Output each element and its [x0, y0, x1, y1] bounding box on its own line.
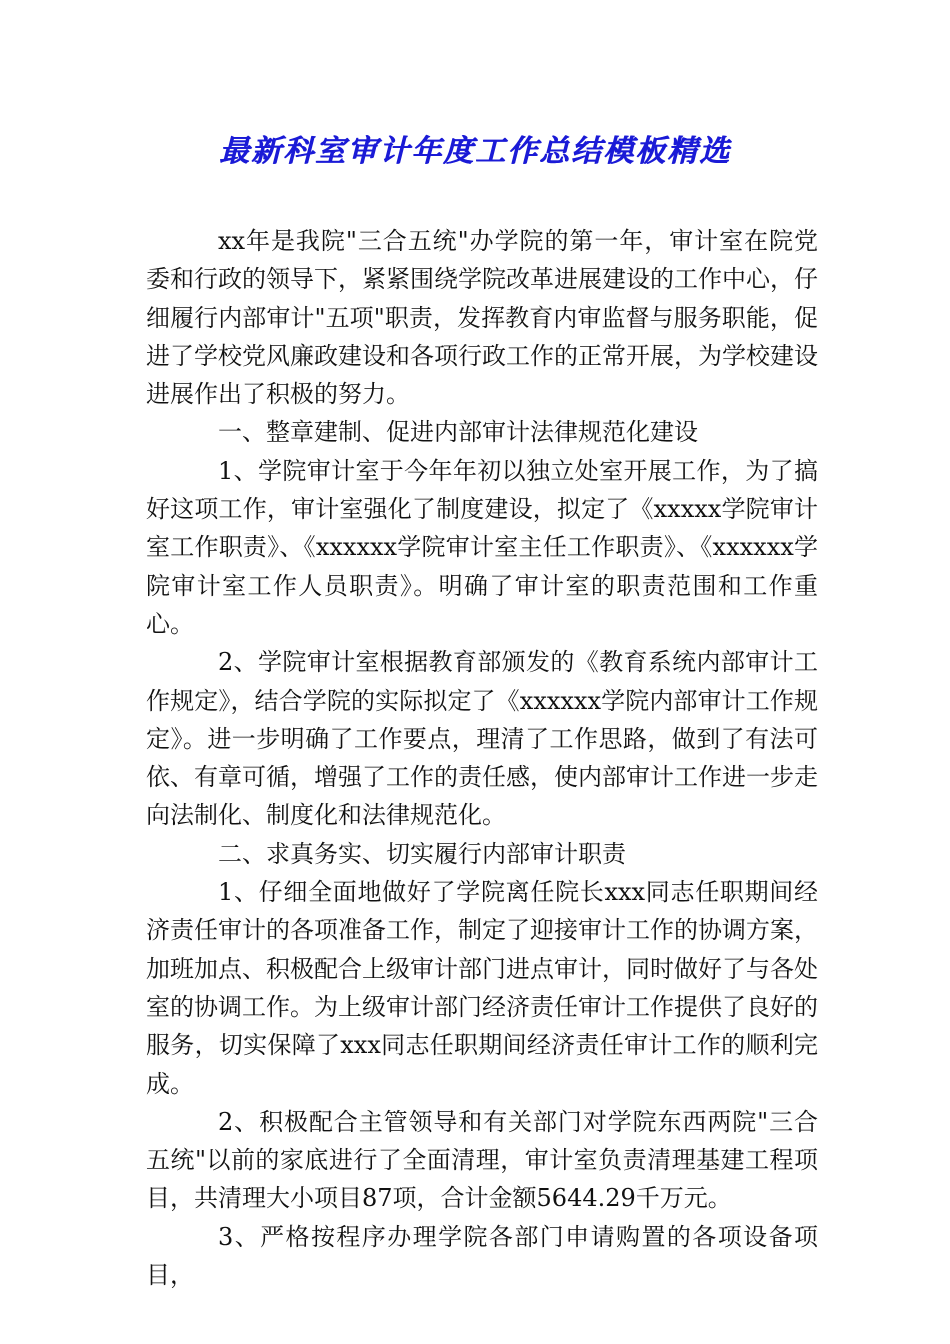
paragraph-1-1: 1、学院审计室于今年年初以独立处室开展工作，为了搞好这项工作，审计室强化了制度建设，拟定了《xxxxx学院审计室工作职责》、《xxxxxx学院审计室主任工作职责》、《xxxxxx学院审计室工作人员职责》。明确了审计室的职责范围和工作重心。 [146, 456, 818, 638]
paragraph-2-3: 3、严格按程序办理学院各部门申请购置的各项设备项目， [146, 1222, 818, 1290]
document-title: 最新科室审计年度工作总结模板精选 [219, 134, 731, 169]
section-heading-2: 二、求真务实、切实履行内部审计职责 [218, 839, 626, 868]
paragraph-intro: xx年是我院"三合五统"办学院的第一年，审计室在院党委和行政的领导下，紧紧围绕学院改革进展建设的工作中心，仔细履行内部审计"五项"职责，发挥教育内审监督与服务职能，促进了学校党风廉政建设和各项行政工作的正常开展，为学校建设进展作出了积极的努力。 [146, 227, 818, 409]
paragraph-1-2: 2、学院审计室根据教育部颁发的《教育系统内部审计工作规定》，结合学院的实际拟定了《xxxxxx学院内部审计工作规定》。进一步明确了工作要点，理清了工作思路，做到了有法可依、有章可循，增强了工作的责任感，使内部审计工作进一步走向法制化、制度化和法律规范化。 [146, 648, 818, 830]
paragraph-2-2: 2、积极配合主管领导和有关部门对学院东西两院"三合五统"以前的家底进行了全面清理，审计室负责清理基建工程项目，共清理大小项目87项，合计金额5644.29千万元。 [146, 1107, 818, 1213]
document-body [146, 222, 818, 1294]
paragraph-2-1: 1、仔细全面地做好了学院离任院长xxx同志任职期间经济责任审计的各项准备工作，制定了迎接审计工作的协调方案，加班加点、积极配合上级审计部门进点审计，同时做好了与各处室的协调工作。为上级审计部门经济责任审计工作提供了良好的服务，切实保障了xxx同志任职期间经济责任审计工作的顺利完成。 [146, 878, 818, 1098]
section-heading-1: 一、整章建制、促进内部审计法律规范化建设 [218, 418, 698, 447]
